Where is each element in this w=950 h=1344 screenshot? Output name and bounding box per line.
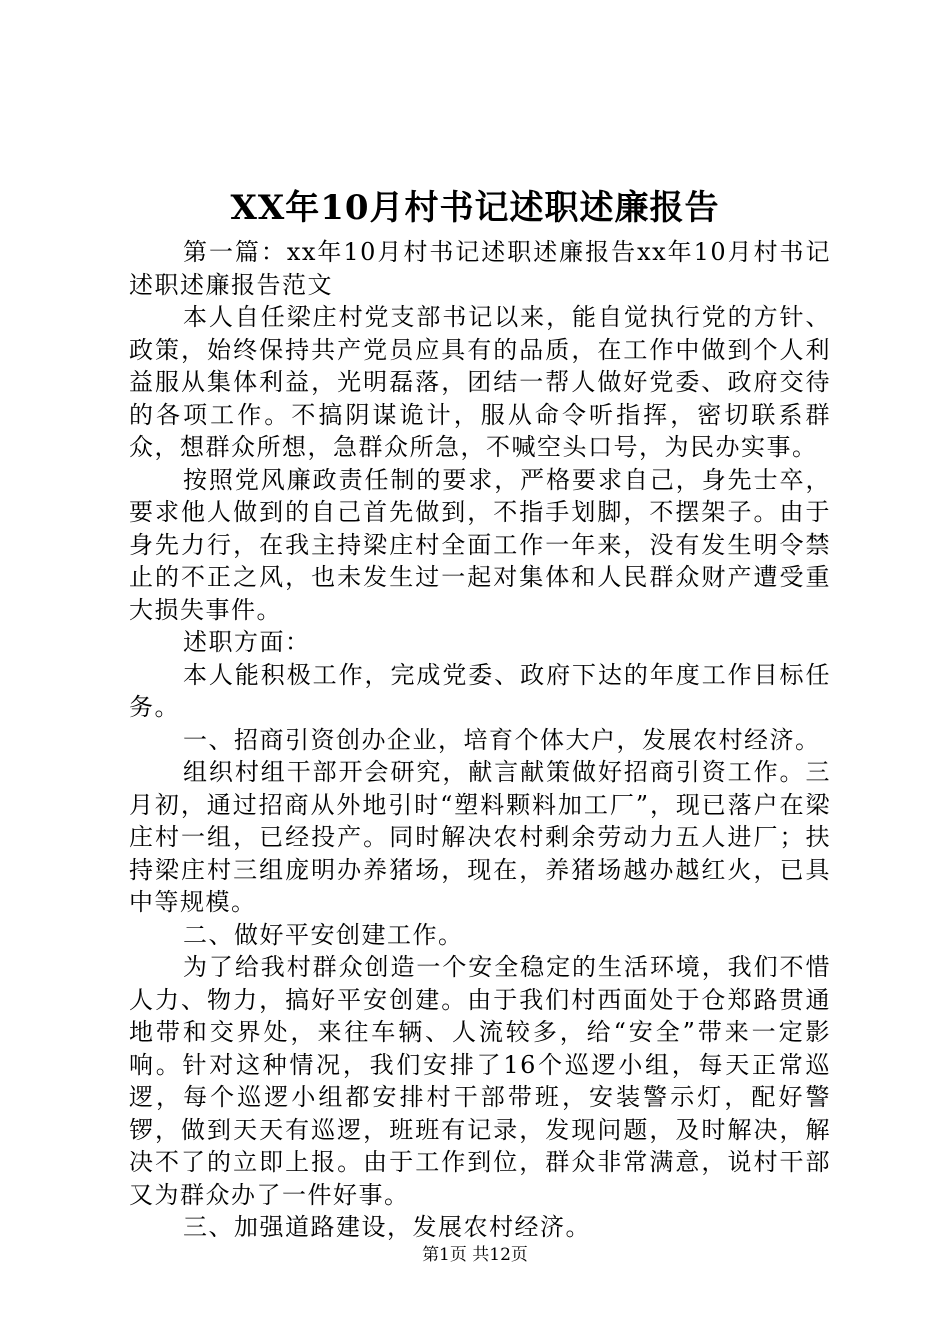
page-footer: 第1页 共12页 [422,1245,528,1265]
paragraph-work-goals: 本人能积极工作，完成党委、政府下达的年度工作目标任务。 [129,660,831,721]
paragraph-investment: 组织村组干部开会研究，献言献策做好招商引资工作。三月初，通过招商从外地引时“塑料颗料加工厂”，现已落户在梁庄村一组，已经投产。同时解决农村剩余劳动力五人进厂；扶持梁庄村三组庞明办养猪场，现在，养猪场越办越红火，已具中等规模。 [129,758,831,916]
paragraph-section-duty: 述职方面： [183,628,311,656]
paragraph-safety: 为了给我村群众创造一个安全稳定的生活环境，我们不惜人力、物力，搞好平安创建。由于我们村西面处于仓郑路贯通地带和交界处，来往车辆、人流较多，给“安全”带来一定影响。针对这种情况，我们安排了16个巡逻小组，每天正常巡逻，每个巡逻小组都安排村干部带班，安装警示灯，配好警锣，做到天天有巡逻，班班有记录，发现问题，及时解决，解决不了的立即上报。由于工作到位，群众非常满意，说村干部又为群众办了一件好事。 [129,953,831,1209]
paragraph-item-one-heading: 一、招商引资创办企业，培育个体大户，发展农村经济。 [183,725,821,754]
paragraph-item-two-heading: 二、做好平安创建工作。 [183,920,464,949]
paragraph-integrity: 按照党风廉政责任制的要求，严格要求自己，身先士卒，要求他人做到的自己首先做到，不指手划脚，不摆架子。由于身先力行，在我主持梁庄村全面工作一年来，没有发生明令禁止的不正之风，也未发生过一起对集体和人民群众财产遭受重大损失事件。 [129,465,831,624]
paragraph-item-three-heading: 三、加强道路建设，发展农村经济。 [183,1213,591,1241]
paragraph-heading-first: 第一篇：xx年10月村书记述职述廉报告xx年10月村书记述职述廉报告范文 [129,238,831,299]
document-body [129,236,831,1244]
paragraph-self-discipline: 本人自任梁庄村党支部书记以来，能自觉执行党的方针、政策，始终保持共产党员应具有的品质，在工作中做到个人利益服从集体利益，光明磊落，团结一帮人做好党委、政府交待的各项工作。不搞阴谋诡计，服从命令听指挥，密切联系群众，想群众所想，急群众所急，不喊空头口号，为民办实事。 [129,303,831,461]
document-title: XX年10月村书记述职述廉报告 [230,188,720,228]
